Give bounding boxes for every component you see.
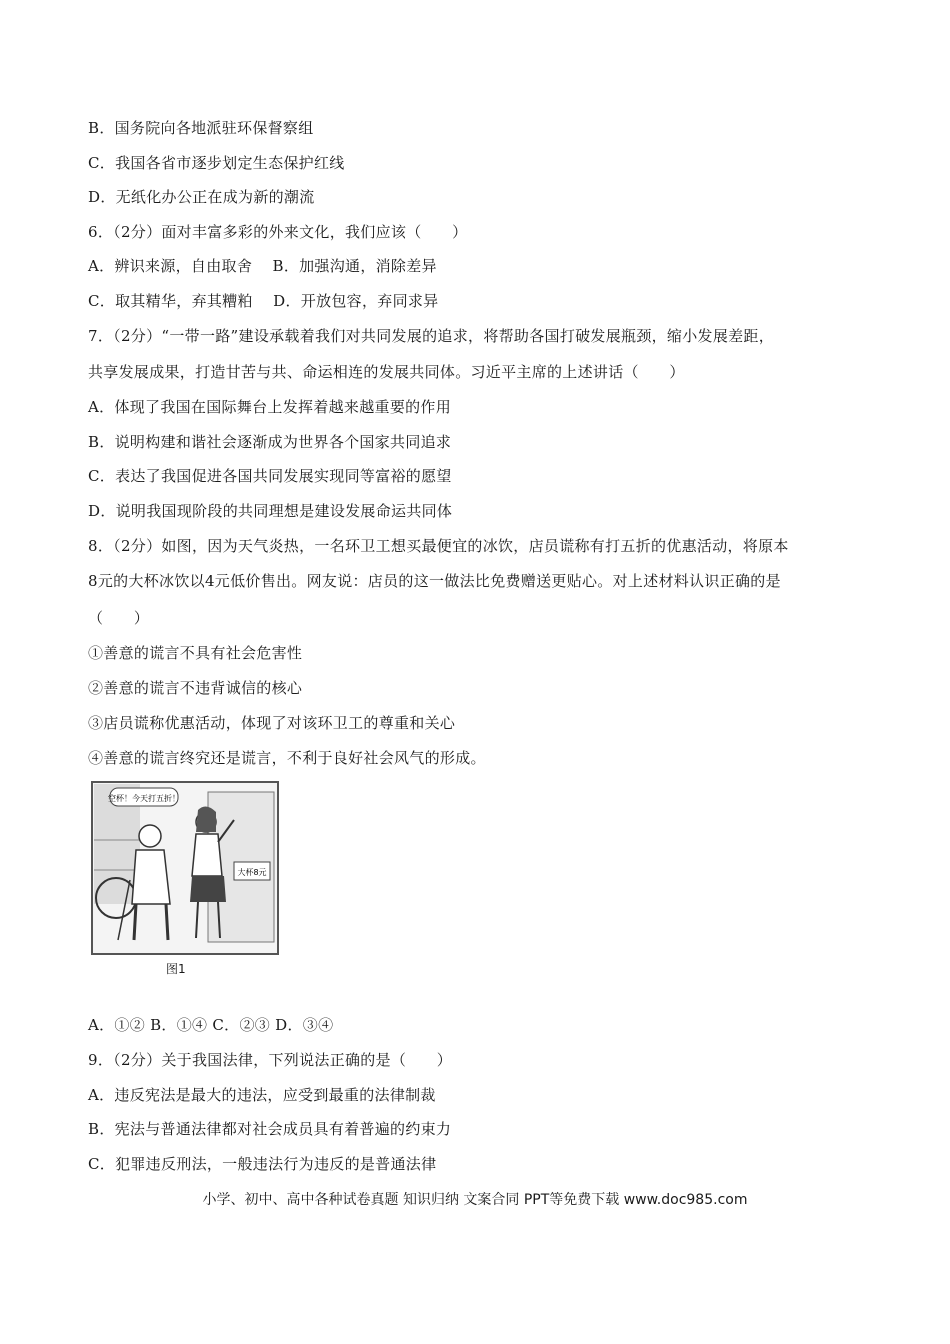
- figure-caption: 图1: [166, 962, 186, 976]
- statement-2: ②善意的谎言不违背诚信的核心: [88, 679, 303, 697]
- option-9c: C．犯罪违反刑法，一般违法行为违反的是普通法律: [88, 1155, 437, 1173]
- option-7b: B．说明构建和谐社会逐渐成为世界各个国家共同追求: [88, 433, 452, 451]
- option-5b: B．国务院向各地派驻环保督察组: [88, 119, 314, 137]
- option-7a: A．体现了我国在国际舞台上发挥着越来越重要的作用: [88, 398, 452, 416]
- option-9a: A．违反宪法是最大的违法，应受到最重的法律制裁: [88, 1086, 436, 1104]
- page-footer: 小学、初中、高中各种试卷真题 知识归纳 文案合同 PPT等免费下载 www.doc985.com: [202, 1192, 748, 1208]
- option-7d: D．说明我国现阶段的共同理想是建设发展命运共同体: [88, 502, 453, 520]
- speech-text: 空杯！今天打五折！: [108, 794, 180, 803]
- question-8-line3: （ ）: [88, 609, 150, 627]
- question-8-line1: 8．（2分）如图，因为天气炎热，一名环卫工想买最便宜的冰饮，店员谎称有打五折的优惠活动，将原本: [88, 537, 789, 555]
- question-6: 6．（2分）面对丰富多彩的外来文化，我们应该（ ）: [88, 223, 468, 241]
- answer-options-8: A．①② B．①④ C．②③ D．③④: [88, 1016, 334, 1034]
- option-9b: B．宪法与普通法律都对社会成员具有着普遍的约束力: [88, 1120, 452, 1138]
- option-5c: C．我国各省市逐步划定生态保护红线: [88, 154, 345, 172]
- price-sign-text: 大杯8元: [237, 868, 267, 877]
- statement-4: ④善意的谎言终究还是谎言，不利于良好社会风气的形成。: [88, 749, 486, 767]
- statement-1: ①善意的谎言不具有社会危害性: [88, 644, 303, 662]
- question-9: 9．（2分）关于我国法律，下列说法正确的是（ ）: [88, 1051, 453, 1069]
- question-7-line2: 共享发展成果，打造甘苦与共、命运相连的发展共同体。习近平主席的上述讲话（ ）: [88, 363, 685, 381]
- statement-3: ③店员谎称优惠活动，体现了对该环卫工的尊重和关心: [88, 714, 456, 732]
- option-5d: D．无纸化办公正在成为新的潮流: [88, 188, 315, 206]
- option-7c: C．表达了我国促进各国共同发展实现同等富裕的愿望: [88, 467, 452, 485]
- question-8-line2: 8元的大杯冰饮以4元低价售出。网友说：店员的这一做法比免费赠送更贴心。对上述材料认识正确的是: [88, 572, 781, 590]
- question-7-line1: 7．（2分）“一带一路”建设承载着我们对共同发展的追求，将帮助各国打破发展瓶颈，缩小发展差距，: [88, 327, 775, 345]
- options-6-cd: C．取其精华，弃其糟粕 D．开放包容，弃同求异: [88, 292, 439, 310]
- cartoon-figure: [88, 780, 284, 978]
- options-6-ab: A．辨识来源，自由取舍 B．加强沟通，消除差异: [88, 257, 437, 275]
